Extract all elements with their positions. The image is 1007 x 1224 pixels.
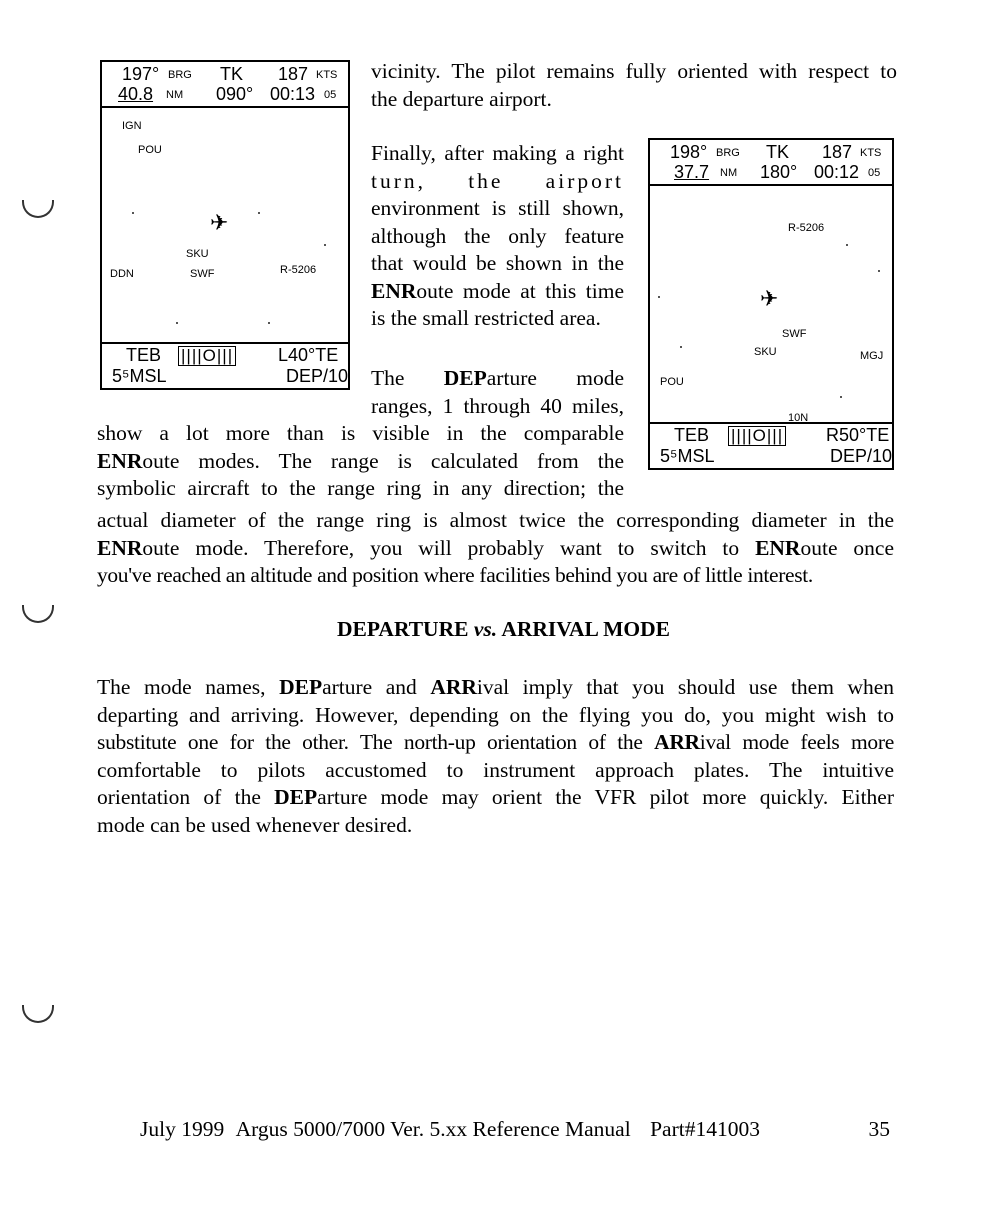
text-run: oute mode. Therefore, you will probably want to switch to: [142, 535, 740, 560]
heading-vs: vs.: [473, 617, 498, 641]
screen-header: [102, 62, 348, 108]
bearing-unit: BRG: [168, 69, 192, 81]
page-footer: [140, 1117, 890, 1142]
map-label-pou: POU: [138, 144, 162, 156]
text-line: is the small restricted area.: [371, 306, 601, 330]
speed-unit: KTS: [860, 147, 882, 159]
map-label-r5206: R-5206: [280, 264, 317, 276]
bold-term: DEP: [279, 675, 323, 699]
airport-id: TEB: [126, 345, 162, 365]
altitude-value: 5⁵MSL: [660, 446, 715, 466]
page-number: 35: [868, 1117, 890, 1141]
time-seconds: 05: [868, 167, 881, 179]
heading-part: DEPARTURE: [337, 617, 469, 641]
text-line: comfortable to pilots accustomed to instrument approach plates. The intuitive: [97, 757, 894, 782]
text-line: [97, 784, 894, 812]
screen-footer: [102, 342, 348, 388]
altitude-value: 5⁵MSL: [112, 366, 167, 386]
map-label-mgj: MGJ: [860, 350, 884, 362]
bold-term: ARR: [430, 675, 477, 699]
mode-range: DEP/10: [286, 366, 349, 386]
aircraft-icon: ✈: [210, 210, 229, 235]
map-label-sku: SKU: [186, 248, 209, 260]
map-label-pou: POU: [660, 376, 684, 388]
map-label-swf: SWF: [782, 328, 807, 340]
map-label-swf: SWF: [190, 268, 215, 280]
screen-footer: [650, 422, 892, 468]
map-label-ddn: DDN: [110, 268, 134, 280]
bold-term: DEP: [274, 785, 318, 809]
bold-term: DEP: [443, 366, 487, 390]
paragraph-right-turn: [371, 140, 624, 333]
text-run: The: [371, 366, 405, 390]
text-run: arture and: [322, 675, 417, 699]
status-bars: ||||O|||: [178, 346, 236, 366]
paragraph-departure-full: [97, 507, 894, 590]
text-line: you've reached an altitude and position where facilities behind you are of little interest.: [97, 563, 813, 587]
bold-term: ENR: [755, 535, 801, 560]
bearing-unit: BRG: [716, 147, 740, 159]
bold-term: ENR: [97, 448, 143, 473]
distance-value: 40.8: [118, 84, 154, 104]
text-line: [97, 535, 894, 563]
text-line: [97, 674, 894, 702]
text-line: Finally, after making a right: [371, 141, 624, 165]
relative-heading: R50°TE: [826, 425, 890, 445]
text-line: show a lot more than is visible in the comparable: [97, 421, 624, 445]
distance-value: 37.7: [674, 162, 710, 182]
relative-heading: L40°TE: [278, 345, 339, 365]
footer-date: July 1999: [140, 1117, 225, 1141]
bearing-value: 198°: [670, 142, 708, 162]
text-line: [97, 729, 894, 757]
text-line: [97, 448, 624, 476]
text-run: orientation of the: [97, 785, 261, 809]
paragraph-departure-ranges: [371, 365, 624, 420]
display-screen-left: [100, 60, 350, 390]
text-line: the departure airport.: [371, 86, 552, 111]
text-line: environment is still shown,: [371, 196, 624, 220]
text-line: vicinity. The pilot remains fully oriented with respect to: [371, 59, 897, 83]
speed-unit: KTS: [316, 69, 338, 81]
track-label: TK: [766, 142, 790, 162]
bold-term: ENR: [371, 278, 417, 303]
text-run: arture mode: [486, 366, 624, 390]
time-seconds: 05: [324, 89, 337, 101]
bearing-value: 197°: [122, 64, 160, 84]
text-run: The mode names,: [97, 675, 266, 699]
heading-part: ARRIVAL MODE: [501, 617, 670, 641]
margin-mark-top: [22, 200, 54, 218]
screen-header: [650, 140, 892, 186]
mode-range: DEP/10: [830, 446, 893, 466]
paragraph-mode-names: [97, 674, 894, 839]
display-screen-right: [648, 138, 894, 470]
track-value: 180°: [760, 162, 798, 182]
text-line: ranges, 1 through 40 miles,: [371, 393, 624, 418]
text-line: that would be shown in the: [371, 251, 624, 275]
airport-id: TEB: [674, 425, 710, 445]
aircraft-icon: ✈: [760, 286, 779, 311]
text-run: oute once: [800, 535, 894, 560]
text-line: turn, the airport: [371, 168, 624, 193]
time-value: 00:12: [814, 162, 860, 182]
bold-term: ENR: [97, 535, 143, 560]
track-label: TK: [220, 64, 244, 84]
margin-mark-bottom: [22, 1005, 54, 1023]
track-value: 090°: [216, 84, 254, 104]
paragraph-departure-continued: [97, 420, 624, 503]
text-line: departing and arriving. However, depending on the flying you do, you might wish to: [97, 702, 894, 727]
text-line: [371, 278, 624, 306]
section-heading: [0, 617, 1007, 642]
distance-unit: NM: [720, 167, 738, 179]
time-value: 00:13: [270, 84, 316, 104]
footer-title: Argus 5000/7000 Ver. 5.xx Reference Manual: [235, 1117, 631, 1141]
text-run: substitute one for the other. The north-up orientation of the: [97, 730, 643, 754]
speed-value: 187: [822, 142, 853, 162]
text-run: oute modes. The range is calculated from the: [142, 448, 624, 473]
speed-value: 187: [278, 64, 309, 84]
text-line: actual diameter of the range ring is almost twice the corresponding diameter in the: [97, 508, 894, 532]
text-run: arture mode may orient the VFR pilot more quickly. Either: [317, 785, 894, 809]
text-line: although the only feature: [371, 223, 624, 248]
map-label-sku: SKU: [754, 346, 777, 358]
text-line: [371, 365, 624, 393]
footer-part: Part#141003: [650, 1117, 760, 1141]
map-label-10n: 10N: [788, 412, 809, 424]
text-line: symbolic aircraft to the range ring in any direction; the: [97, 476, 624, 500]
text-run: ival imply that you should use them when: [476, 675, 895, 699]
map-label-r5206: R-5206: [788, 222, 825, 234]
text-run: ival mode feels more: [699, 730, 894, 754]
text-line: mode can be used whenever desired.: [97, 812, 413, 837]
status-bars: ||||O|||: [728, 426, 786, 446]
bold-term: ARR: [654, 730, 700, 754]
text-run: oute mode at this time: [416, 278, 624, 303]
distance-unit: NM: [166, 89, 184, 101]
map-label-ign: IGN: [122, 120, 142, 132]
paragraph-intro: [371, 58, 897, 113]
